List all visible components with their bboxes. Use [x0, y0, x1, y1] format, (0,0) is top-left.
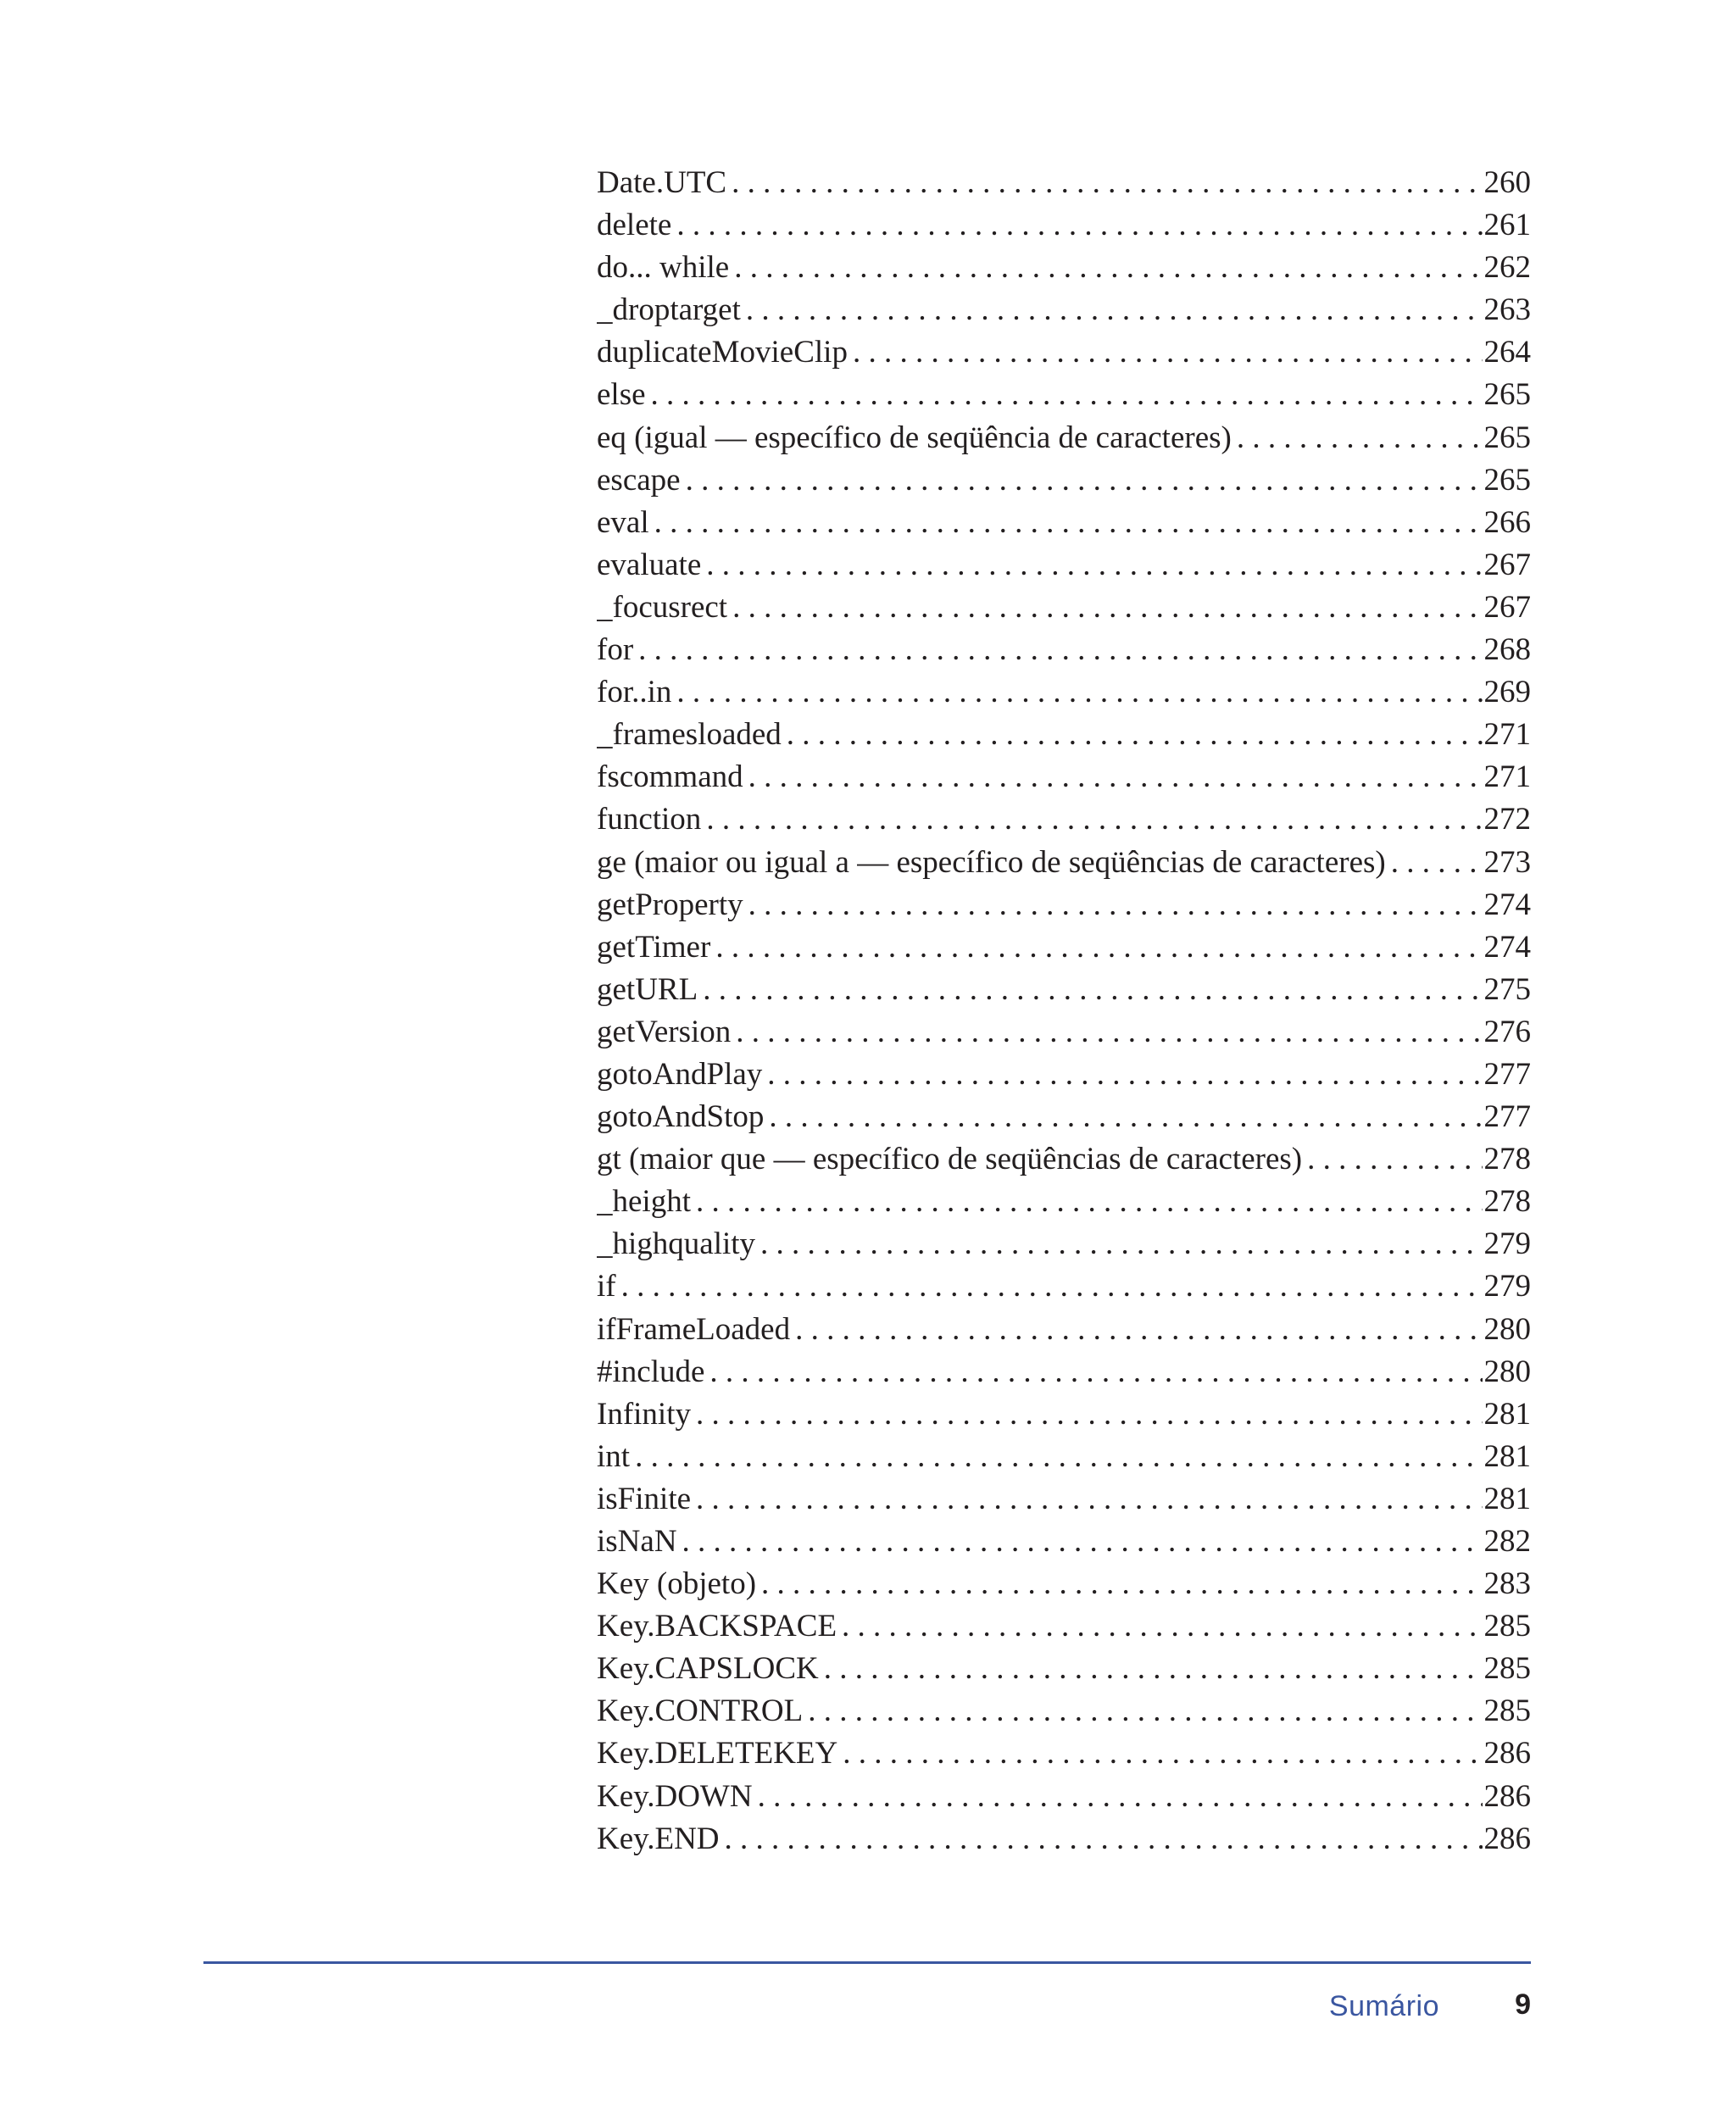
toc-entry-title: _highquality [597, 1226, 756, 1262]
toc-dot-leader [1391, 844, 1483, 881]
toc-entry-page-number: 286 [1483, 1736, 1531, 1771]
toc-entry-title: fscommand [597, 759, 743, 795]
toc-entry-title: Key.BACKSPACE [597, 1609, 837, 1644]
toc-entry-page-number: 279 [1483, 1269, 1531, 1304]
toc-entry[interactable] [597, 462, 1531, 504]
toc-entry-title: Key.CONTROL [597, 1694, 804, 1729]
toc-entry-page-number: 283 [1483, 1566, 1531, 1602]
toc-entry-page-number: 282 [1483, 1524, 1531, 1559]
toc-entry-title: getTimer [597, 929, 711, 965]
toc-entry-page-number: 278 [1483, 1142, 1531, 1177]
toc-entry[interactable] [597, 1566, 1531, 1608]
toc-entry[interactable] [597, 292, 1531, 334]
toc-entry[interactable] [597, 547, 1531, 589]
toc-dot-leader [853, 334, 1483, 370]
toc-entry[interactable] [597, 207, 1531, 249]
toc-entry-title: #include [597, 1354, 705, 1389]
toc-dot-leader [706, 547, 1482, 583]
toc-entry-title: delete [597, 208, 672, 243]
toc-entry-page-number: 269 [1483, 675, 1531, 710]
toc-dot-leader [843, 1735, 1482, 1771]
toc-entry[interactable] [597, 1056, 1531, 1098]
toc-entry-page-number: 281 [1483, 1438, 1531, 1474]
toc-dot-leader [760, 1226, 1482, 1262]
toc-entry-title: Key.CAPSLOCK [597, 1651, 819, 1687]
toc-entry[interactable] [597, 631, 1531, 674]
toc-entry-page-number: 285 [1483, 1651, 1531, 1687]
toc-entry-page-number: 265 [1483, 420, 1531, 455]
toc-entry-page-number: 286 [1483, 1821, 1531, 1856]
toc-entry[interactable] [597, 1141, 1531, 1183]
toc-entry-title: if [597, 1269, 616, 1304]
toc-entry[interactable] [597, 249, 1531, 292]
toc-entry-title: Date.UTC [597, 165, 727, 200]
toc-entry[interactable] [597, 844, 1531, 887]
toc-dot-leader [638, 631, 1482, 668]
toc-entry-title: do... while [597, 250, 730, 286]
toc-entry-title: gt (maior que — específico de seqüências de caracteres) [597, 1142, 1303, 1177]
toc-entry-page-number: 266 [1483, 504, 1531, 540]
toc-entry[interactable] [597, 929, 1531, 971]
toc-entry[interactable] [597, 420, 1531, 462]
toc-entry-page-number: 267 [1483, 589, 1531, 625]
toc-dot-leader [734, 249, 1482, 286]
toc-dot-leader [748, 759, 1483, 795]
toc-entry[interactable] [597, 1650, 1531, 1693]
toc-entry-page-number: 278 [1483, 1184, 1531, 1220]
toc-dot-leader [682, 1523, 1483, 1560]
footer-divider [203, 1961, 1531, 1964]
toc-dot-leader [842, 1608, 1482, 1644]
toc-entry[interactable] [597, 1821, 1531, 1863]
toc-entry-title: _droptarget [597, 292, 741, 328]
toc-dot-leader [769, 1098, 1482, 1135]
toc-entry-title: escape [597, 462, 681, 498]
toc-dot-leader [824, 1650, 1483, 1687]
toc-entry[interactable] [597, 1311, 1531, 1354]
toc-entry[interactable] [597, 1778, 1531, 1821]
toc-entry[interactable] [597, 801, 1531, 843]
toc-entry-title: gotoAndPlay [597, 1056, 763, 1092]
toc-entry-page-number: 271 [1483, 717, 1531, 753]
toc-entry-title: Key (objeto) [597, 1566, 757, 1602]
toc-entry[interactable] [597, 1226, 1531, 1268]
toc-entry-page-number: 261 [1483, 208, 1531, 243]
toc-entry[interactable] [597, 1481, 1531, 1523]
toc-entry-page-number: 263 [1483, 292, 1531, 328]
toc-entry-title: Key.DELETEKEY [597, 1736, 838, 1771]
toc-entry[interactable] [597, 1608, 1531, 1650]
toc-dot-leader [621, 1268, 1483, 1304]
toc-entry-page-number: 281 [1483, 1396, 1531, 1432]
toc-entry-page-number: 272 [1483, 802, 1531, 837]
toc-entry-page-number: 285 [1483, 1609, 1531, 1644]
toc-entry-page-number: 274 [1483, 887, 1531, 922]
toc-entry-page-number: 279 [1483, 1226, 1531, 1262]
toc-entry-title: duplicateMovieClip [597, 335, 848, 370]
toc-dot-leader [808, 1693, 1482, 1729]
table-of-contents [597, 164, 1531, 1863]
toc-dot-leader [686, 462, 1483, 498]
toc-entry[interactable] [597, 971, 1531, 1014]
toc-entry-title: int [597, 1438, 631, 1474]
toc-dot-leader [795, 1311, 1482, 1348]
toc-dot-leader [703, 971, 1482, 1008]
toc-dot-leader [676, 674, 1482, 710]
toc-dot-leader [725, 1821, 1483, 1857]
toc-dot-leader [1307, 1141, 1482, 1177]
toc-entry-page-number: 262 [1483, 250, 1531, 286]
toc-entry-page-number: 265 [1483, 462, 1531, 498]
toc-entry-title: Key.DOWN [597, 1778, 753, 1814]
footer-section-title: Sumário [1328, 1990, 1439, 2022]
toc-entry[interactable] [597, 334, 1531, 376]
toc-entry[interactable] [597, 589, 1531, 631]
toc-entry-page-number: 280 [1483, 1311, 1531, 1347]
toc-entry[interactable] [597, 1014, 1531, 1056]
toc-entry-title: evaluate [597, 547, 702, 582]
toc-dot-leader [767, 1056, 1482, 1093]
toc-entry-page-number: 277 [1483, 1099, 1531, 1135]
toc-entry-page-number: 274 [1483, 929, 1531, 965]
toc-entry-title: getProperty [597, 887, 743, 922]
toc-dot-leader [654, 504, 1483, 541]
toc-entry-page-number: 275 [1483, 971, 1531, 1007]
toc-entry[interactable] [597, 674, 1531, 716]
toc-entry-title: for..in [597, 675, 672, 710]
toc-dot-leader [696, 1183, 1483, 1220]
toc-entry-title: _framesloaded [597, 717, 782, 753]
toc-entry[interactable] [597, 1523, 1531, 1566]
toc-dot-leader [748, 887, 1483, 923]
toc-entry-page-number: 280 [1483, 1354, 1531, 1389]
toc-entry[interactable] [597, 887, 1531, 929]
toc-entry-title: getURL [597, 971, 698, 1007]
toc-entry-title: isFinite [597, 1481, 692, 1516]
toc-entry-page-number: 285 [1483, 1694, 1531, 1729]
toc-entry-title: gotoAndStop [597, 1099, 765, 1135]
toc-dot-leader [696, 1396, 1483, 1432]
toc-dot-leader [635, 1438, 1482, 1475]
toc-entry-title: ifFrameLoaded [597, 1311, 791, 1347]
footer-page-number: 9 [1515, 1988, 1531, 2021]
toc-entry-title: for [597, 632, 634, 668]
toc-entry-page-number: 267 [1483, 547, 1531, 582]
toc-entry[interactable] [597, 716, 1531, 759]
toc-entry[interactable] [597, 759, 1531, 801]
toc-dot-leader [676, 207, 1482, 243]
toc-entry-title: _focusrect [597, 589, 728, 625]
toc-entry-title: Key.END [597, 1821, 720, 1856]
toc-dot-leader [732, 589, 1482, 626]
toc-dot-leader [746, 292, 1483, 328]
toc-dot-leader [706, 801, 1482, 837]
toc-entry-page-number: 273 [1483, 844, 1531, 880]
toc-entry-page-number: 271 [1483, 759, 1531, 795]
toc-entry-page-number: 286 [1483, 1778, 1531, 1814]
toc-dot-leader [732, 164, 1482, 201]
toc-dot-leader [651, 376, 1483, 413]
toc-entry-page-number: 260 [1483, 165, 1531, 200]
toc-entry[interactable] [597, 504, 1531, 547]
toc-entry-title: isNaN [597, 1524, 677, 1559]
toc-entry-title: _height [597, 1184, 691, 1220]
toc-entry-title: Infinity [597, 1396, 691, 1432]
toc-dot-leader [758, 1778, 1483, 1815]
toc-entry[interactable] [597, 1354, 1531, 1396]
toc-dot-leader [709, 1354, 1482, 1390]
toc-entry[interactable] [597, 164, 1531, 207]
toc-dot-leader [761, 1566, 1482, 1602]
toc-entry-page-number: 268 [1483, 632, 1531, 668]
toc-dot-leader [715, 929, 1482, 965]
toc-entry-title: eq (igual — específico de seqüência de caracteres) [597, 420, 1232, 455]
toc-entry-page-number: 264 [1483, 335, 1531, 370]
toc-dot-leader [1237, 420, 1483, 456]
toc-entry[interactable] [597, 1396, 1531, 1438]
toc-entry[interactable] [597, 1183, 1531, 1226]
toc-entry[interactable] [597, 1693, 1531, 1735]
toc-dot-leader [787, 716, 1483, 753]
toc-entry-page-number: 277 [1483, 1056, 1531, 1092]
toc-entry-page-number: 265 [1483, 377, 1531, 413]
toc-entry-title: eval [597, 504, 649, 540]
toc-entry-title: getVersion [597, 1014, 732, 1049]
toc-entry-title: function [597, 802, 702, 837]
toc-entry-page-number: 281 [1483, 1481, 1531, 1516]
toc-entry[interactable] [597, 1098, 1531, 1141]
toc-entry[interactable] [597, 1268, 1531, 1310]
toc-entry-title: ge (maior ou igual a — específico de seqüências de caracteres) [597, 844, 1386, 880]
toc-entry[interactable] [597, 1735, 1531, 1777]
toc-entry[interactable] [597, 376, 1531, 419]
toc-dot-leader [736, 1014, 1482, 1050]
toc-entry[interactable] [597, 1438, 1531, 1481]
toc-entry-title: else [597, 377, 646, 413]
toc-entry-page-number: 276 [1483, 1014, 1531, 1049]
toc-dot-leader [696, 1481, 1482, 1517]
